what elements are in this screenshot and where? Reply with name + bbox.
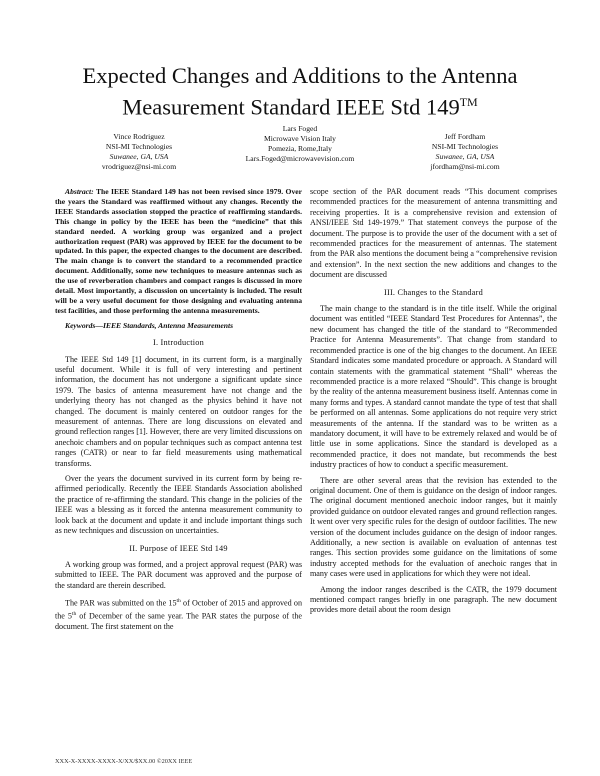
copyright-footer: XXX-X-XXXX-XXXX-X/XX/$XX.00 ©20XX IEEE	[55, 758, 193, 765]
sec2-text-b: of October of 2015 and approved on the 5	[55, 598, 302, 621]
author-name: Vince Rodriguez	[113, 132, 165, 141]
abstract-text: The IEEE Standard 149 has not been revised since 1979. Over the years the Standard was reaffirmed without any changes. Recently the IEEE Standards association stopped the practice of reaffirming standards. This change in policy by the IEEE has been the “medicine” that this standard needed. A working group was organized and a project authorization request (PAR) was approved by IEEE for the document to be updated. In this paper, the expected changes to the document are described. The main change is to convert the standard to a recommended practice document. Additionally, some new techniques to measure antennas such as the use of reverberation chambers and compact ranges is discussed in more detail. Most importantly, a discussion on uncertainty is included. The result will be a very useful document for those designing and evaluating antenna test facilities, and those performing the antenna measurements.	[55, 187, 302, 315]
author-block-2	[205, 124, 395, 164]
right-column	[310, 187, 557, 707]
title-line-1: Expected Changes and Additions to the Antenna	[82, 63, 518, 88]
section-1-paragraph-2: Over the years the document survived in its current form by being re-affirmed periodically. Recently the IEEE Standards Association abolished the practice of re-affirming the standard. This change in the policies of the IEEE was a blessing as it forced the antenna measurement community to look back at the document and update it and include important things such as new techniques and discussion on uncertainties.	[55, 474, 302, 536]
section-2-heading: II. Purpose of IEEE Std 149	[129, 543, 228, 553]
paper-title	[40, 62, 560, 121]
author-email[interactable]: jfordham@nsi-mi.com	[430, 162, 500, 171]
ordinal-superscript: th	[176, 598, 181, 605]
scope-paragraph: scope section of the PAR document reads “This document comprises recommended practices for the measurement of antenna transmitting and receiving properties. It is a comprehensive revision and extension of ANSI/IEEE Std 149-1979.” That statement conveys the purpose of the document. The purpose is to provide the user of the document with a set of recommended practices for the measurement of antennas. The statement from the PAR also mentions the document being a “comprehensive revision and extension”. In the next section the new additions and changes to the document are discussed	[310, 187, 557, 280]
sec2-text-a: The PAR was submitted on the 15	[65, 598, 177, 608]
section-3-paragraph-1: The main change to the standard is in the title itself. While the original document was entitled “IEEE Standard Test Procedures for Antennas”, the new document has changed the title of the standard to “Recommended Practice for Antenna Measurements”. That change from standard to recommended practice is one of the big changes to the document. An IEEE Standard indicates some mandated procedure or approach. A Standard will contain statements with the grammatical statement “Shall” whereas the recommended practice is a more relaxed “Should”. This change is brought by the reality of the antenna measurement business itself. Antennas come in many forms and types. A standard cannot mandate the type of test that shall be performed on all antennas. Some applications do not require very strict measurements of the antenna. If the standard was to be written as a mandatory document, it will have to be extremely relaxed and would be of little use in some applications. Since the standard is developed as a recommended practice, it does not mandate, but recommends the best industry practices of how to conduct a specific measurement.	[310, 304, 557, 470]
section-1-heading: I. Introduction	[153, 338, 204, 348]
author-location: Suwanee, GA, USA	[109, 152, 169, 161]
section-2-paragraph-1: A working group was formed, and a project approval request (PAR) was submitted to IEEE. The PAR document was approved and the purpose of the standard are therein described.	[55, 559, 302, 590]
section-3-paragraph-2: There are other several areas that the revision has extended to the original document. One of them is guidance on the design of indoor ranges. The original document mentioned anechoic indoor ranges, but it mainly provided guidance on outdoor elevated ranges and ground reflection ranges. It went over very specific rules for the design of outdoor facilities. The new version of the document includes guidance on the design of indoor ranges. Additionally, a new section is available on evaluation of antennas test ranges. This section provides some guidance on the limitations of some industry accepted methods for the evaluation of anechoic ranges that in many cases were used in applications for which they were not ideal.	[310, 475, 557, 579]
author-location: Suwanee, GA, USA	[435, 152, 495, 161]
title-line-2	[40, 89, 560, 121]
author-affiliation: NSI-MI Technologies	[431, 142, 499, 151]
author-name: Lars Foged	[282, 124, 318, 133]
author-email[interactable]: Lars.Foged@microwavevision.com	[245, 154, 355, 163]
author-location: Pomezia, Rome,Italy	[268, 144, 332, 153]
abstract	[55, 187, 302, 316]
left-column	[55, 187, 302, 707]
abstract-label: Abstract:	[65, 187, 94, 196]
section-1-paragraph-1: The IEEE Std 149 [1] document, in its current form, is a marginally useful document. While it is full of very interesting and pertinent information, the document has not undergone a significant update since 1979. The basics of antenna measurement have not change and the underlying theory has not changed as the physics behind it have not changed. The document is mainly centered on outdoor ranges for the measurement of antennas. There are long discussions on elevated and ground reflection ranges [1]. However, there are very limited discussions on anechoic chambers and on popular techniques such as compact antenna test ranges (CATR) or near to far field measurements using mathematical transforms.	[55, 354, 302, 468]
trademark-superscript: TM	[459, 95, 478, 109]
author-email[interactable]: vrodriguez@nsi-mi.com	[101, 162, 177, 171]
title-line-2-text: Measurement Standard IEEE Std 149	[122, 94, 460, 120]
author-block-3	[370, 132, 560, 172]
author-name: Jeff Fordham	[444, 132, 486, 141]
section-3-heading: III. Changes to the Standard	[384, 287, 483, 297]
ordinal-superscript: th	[71, 611, 77, 618]
sec2-text-c: of December of the same year. The PAR states the purpose of the document. The first statement on the	[55, 611, 302, 632]
author-affiliation: NSI-MI Technologies	[105, 142, 173, 151]
keywords: Keywords—IEEE Standards, Antenna Measurements	[65, 320, 234, 330]
section-3-paragraph-3: Among the indoor ranges described is the CATR, the 1979 document mentioned compact ranges briefly in one paragraph. The new document provides more detail about the room design	[310, 584, 557, 615]
section-2-paragraph-2	[55, 596, 302, 633]
author-affiliation: Microwave Vision Italy	[264, 134, 336, 143]
